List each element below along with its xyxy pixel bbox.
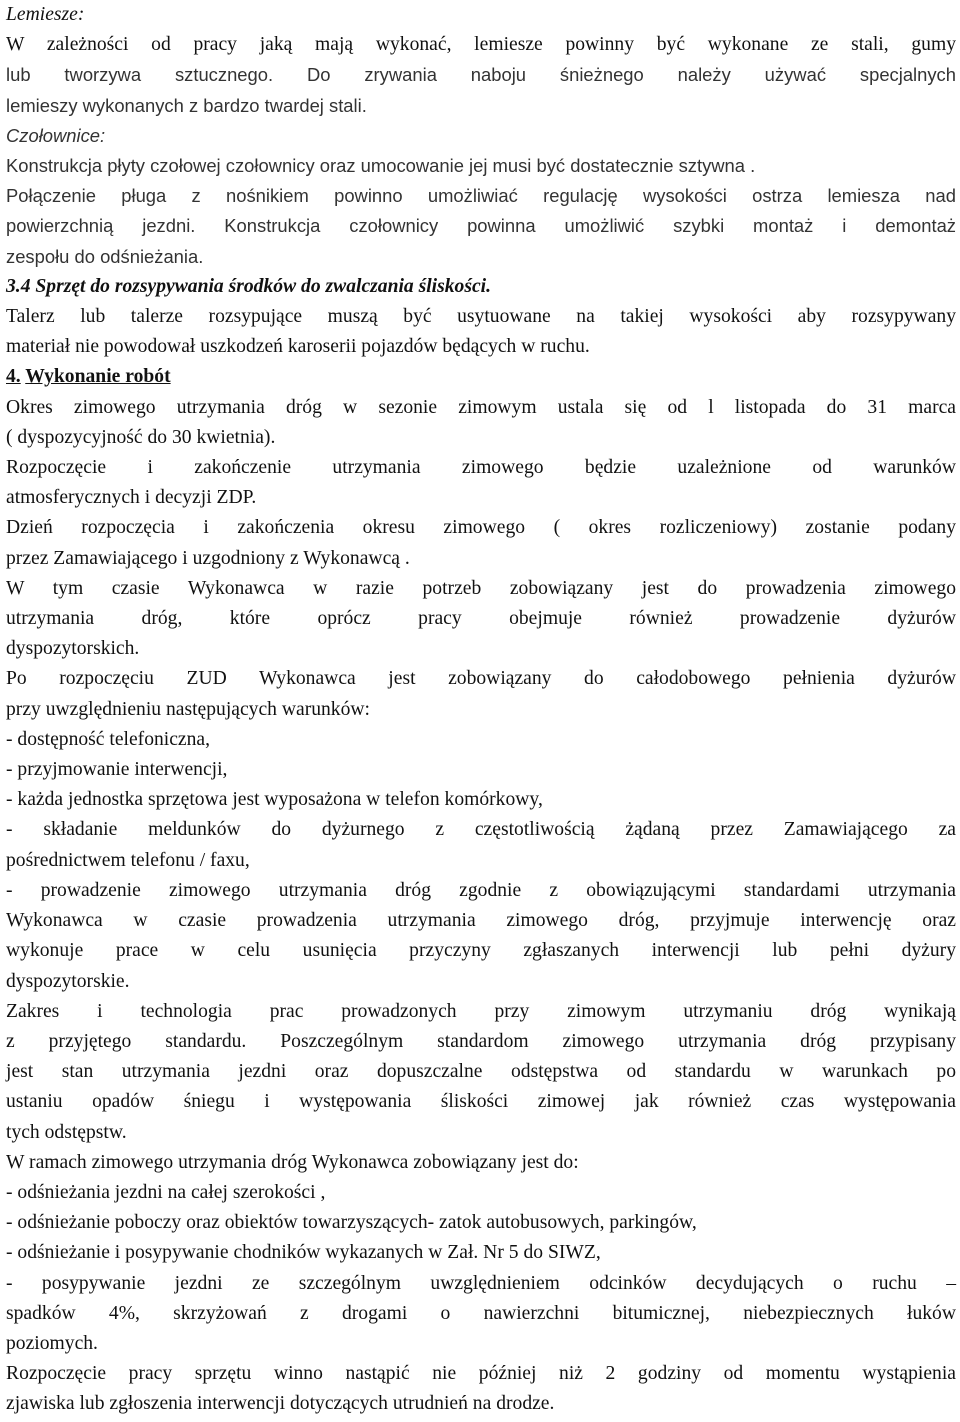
czolownice-text-line: Konstrukcja płyty czołowej czołownicy oraz umocowanie jej musi być dostatecznie sztywna . bbox=[6, 155, 756, 177]
lemiesze-heading: Lemiesze: bbox=[6, 4, 85, 25]
czolownice-text-line: Połączenie pługa z nośnikiem powinno umożliwiać regulację wysokości ostrza lemiesza nad bbox=[6, 185, 956, 207]
czolownice-text-line: zespołu do odśnieżania. bbox=[6, 245, 204, 267]
list-item: - dostępność telefoniczna, bbox=[6, 728, 211, 750]
section-3-4-text-line: Talerz lub talerze rozsypujące muszą być usytuowane na takiej wysokości aby rozsypywany bbox=[6, 306, 956, 328]
section-4-heading-text: Wykonanie robót bbox=[25, 366, 171, 388]
section-3-4-text-line: materiał nie powodował uszkodzeń karoserii pojazdów będących w ruchu. bbox=[6, 336, 590, 358]
list-item: - przyjmowanie interwencji, bbox=[6, 759, 228, 781]
list-item-continuation: pośrednictwem telefonu / faxu, bbox=[6, 849, 250, 871]
czolownice-heading: Czołownice: bbox=[6, 124, 106, 146]
section-4-text-line: Rozpoczęcie i zakończenie utrzymania zimowego będzie uzależnione od warunków bbox=[6, 457, 956, 479]
section-4-text-line: ( dyspozycyjność do 30 kwietnia). bbox=[6, 426, 276, 448]
section-4-heading bbox=[6, 362, 956, 392]
list-item: - odśnieżanie i posypywanie chodników wykazanych w Zał. Nr 5 do SIWZ, bbox=[6, 1242, 601, 1264]
section-4-text-line: przez Zamawiającego i uzgodniony z Wykonawcą . bbox=[6, 547, 410, 569]
section-4-text-line: Okres zimowego utrzymania dróg w sezonie zimowym ustala się od l listopada do 31 marca bbox=[6, 396, 956, 418]
section-4-heading-number: 4. bbox=[6, 366, 21, 388]
section-4-text-line: zjawiska lub zgłoszenia interwencji dotyczących utrudnień na drodze. bbox=[6, 1393, 555, 1415]
section-4-text-line: ustaniu opadów śniegu i występowania śliskości zimowej jak również czas występowania bbox=[6, 1091, 956, 1113]
section-4-text-line: W tym czasie Wykonawca w razie potrzeb zobowiązany jest do prowadzenia zimowego bbox=[6, 577, 956, 599]
section-4-text-line: atmosferycznych i decyzji ZDP. bbox=[6, 487, 257, 509]
section-4-text-line: Po rozpoczęciu ZUD Wykonawca jest zobowiązany do całodobowego pełnienia dyżurów bbox=[6, 668, 956, 690]
list-item: - odśnieżania jezdni na całej szerokości , bbox=[6, 1181, 326, 1203]
document-page bbox=[6, 0, 956, 1420]
section-4-text-line: dyspozytorskie. bbox=[6, 970, 130, 992]
czolownice-text-line: powierzchnią jezdni. Konstrukcja czołownicy powinna umożliwić szybki montaż i demontaż bbox=[6, 215, 956, 237]
section-3-4-heading: 3.4 Sprzęt do rozsypywania środków do zwalczania śliskości. bbox=[6, 275, 492, 297]
section-4-text-line: z przyjętego standardu. Poszczególnym standardom zimowego utrzymania dróg przypisany bbox=[6, 1030, 956, 1052]
section-4-text-line: utrzymania dróg, które oprócz pracy obejmuje również prowadzenie dyżurów bbox=[6, 608, 956, 630]
section-4-text-line: Zakres i technologia prac prowadzonych przy zimowym utrzymaniu dróg wynikają bbox=[6, 1000, 956, 1022]
section-4-text-line: W ramach zimowego utrzymania dróg Wykonawca zobowiązany jest do: bbox=[6, 1151, 579, 1173]
section-4-text-line: tych odstępstw. bbox=[6, 1121, 127, 1143]
list-item: - prowadzenie zimowego utrzymania dróg zgodnie z obowiązującymi standardami utrzymania bbox=[6, 879, 956, 901]
lemiesze-text-line: lemieszy wykonanych z bardzo twardej stali. bbox=[6, 94, 367, 116]
list-item: - składanie meldunków do dyżurnego z częstotliwością żądaną przez Zamawiającego za bbox=[6, 819, 956, 841]
section-4-text-line: Rozpoczęcie pracy sprzętu winno nastąpić nie później niż 2 godziny od momentu wystąpienia bbox=[6, 1363, 956, 1385]
list-item-continuation: spadków 4%, skrzyżowań z drogami o nawierzchni bitumicznej, niebezpiecznych łuków bbox=[6, 1302, 956, 1324]
section-4-text-line: wykonuje prace w celu usunięcia przyczyny zgłaszanych interwencji lub pełni dyżury bbox=[6, 940, 956, 962]
section-4-text-line: przy uwzględnieniu następujących warunków: bbox=[6, 698, 370, 720]
list-item: - odśnieżanie poboczy oraz obiektów towarzyszących- zatok autobusowych, parkingów, bbox=[6, 1212, 697, 1234]
section-4-text-line: jest stan utrzymania jezdni oraz dopuszczalne odstępstwa od standardu w warunkach po bbox=[6, 1061, 956, 1083]
section-4-text-line: Wykonawca w czasie prowadzenia utrzymania zimowego dróg, przyjmuje interwencję oraz bbox=[6, 910, 956, 932]
section-4-text-line: Dzień rozpoczęcia i zakończenia okresu zimowego ( okres rozliczeniowy) zostanie podany bbox=[6, 517, 956, 539]
list-item: - posypywanie jezdni ze szczególnym uwzględnieniem odcinków decydujących o ruchu – bbox=[6, 1272, 956, 1294]
list-item-continuation: poziomych. bbox=[6, 1332, 98, 1354]
section-4-text-line: dyspozytorskich. bbox=[6, 638, 140, 660]
lemiesze-text-line: lub tworzywa sztucznego. Do zrywania naboju śnieżnego należy używać specjalnych bbox=[6, 64, 956, 86]
lemiesze-text-line: W zależności od pracy jaką mają wykonać, lemiesze powinny być wykonane ze stali, gumy bbox=[6, 34, 956, 56]
list-item: - każda jednostka sprzętowa jest wyposażona w telefon komórkowy, bbox=[6, 789, 543, 811]
